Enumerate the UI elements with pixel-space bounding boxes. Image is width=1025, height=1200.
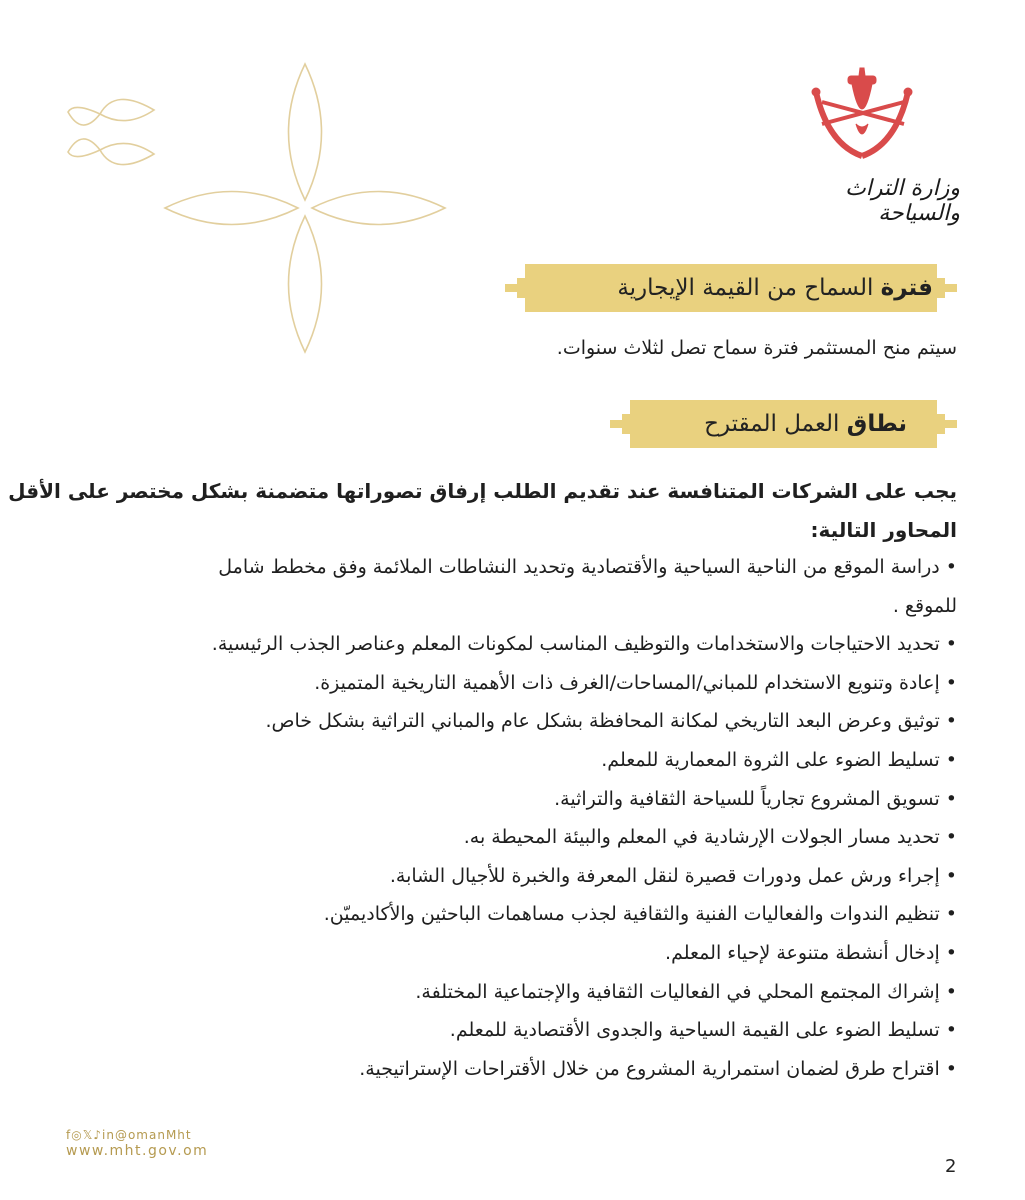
list-item: [50, 548, 957, 587]
website-link[interactable]: www.mht.gov.om: [66, 1143, 209, 1159]
section-title-1: [617, 264, 933, 312]
section-title-1-rest: السماح من القيمة الإيجارية: [617, 275, 881, 301]
bullet-icon: •: [945, 787, 957, 810]
list-item: [50, 1011, 957, 1050]
list-item-text: تسليط الضوء على القيمة السياحية والجدوى الأقتصادية للمعلم.: [449, 1019, 940, 1042]
list-item: [50, 973, 957, 1012]
list-item: [50, 702, 957, 741]
bullet-icon: •: [945, 903, 957, 926]
bullet-icon: •: [945, 941, 957, 964]
bullet-icon: •: [945, 1019, 957, 1042]
section-title-banner-2: [610, 400, 957, 448]
list-item-continuation: [50, 587, 957, 626]
list-item: [50, 741, 957, 780]
list-item: [50, 625, 957, 664]
proposed-scope-list: [50, 548, 957, 1088]
list-item-text: للموقع .: [892, 594, 957, 617]
list-item: [50, 895, 957, 934]
bullet-icon: •: [945, 671, 957, 694]
section-2-lead: [8, 472, 957, 550]
list-item-text: إجراء ورش عمل ودورات قصيرة لنقل المعرفة والخبرة للأجيال الشابة.: [389, 864, 940, 887]
list-item: [50, 934, 957, 973]
bullet-icon: •: [945, 710, 957, 733]
bullet-icon: •: [945, 980, 957, 1003]
list-item: [50, 1050, 957, 1089]
list-item: [50, 818, 957, 857]
list-item-text: تسليط الضوء على الثروة المعمارية للمعلم.: [601, 748, 940, 771]
list-item-text: تنظيم الندوات والفعاليات الفنية والثقافية لجذب مساهمات الباحثين والأكاديميّن.: [323, 903, 940, 926]
bullet-icon: •: [945, 864, 957, 887]
oman-emblem-logo: [808, 64, 918, 164]
bullet-icon: •: [945, 748, 957, 771]
section-1-body: سيتم منح المستثمر فترة سماح تصل لثلاث سنوات.: [556, 337, 957, 359]
section-title-2-rest: العمل المقترح: [704, 411, 847, 437]
section-title-1-bold: فترة: [880, 275, 933, 301]
lead-line-2: المحاور التالية:: [810, 518, 957, 542]
list-item: [50, 780, 957, 819]
list-item-text: تسويق المشروع تجارياً للسياحة الثقافية والتراثية.: [554, 787, 940, 810]
floral-ornament-icon: [60, 62, 455, 357]
section-title-banner-1: [505, 264, 957, 312]
bullet-icon: •: [945, 556, 957, 578]
bullet-icon: •: [945, 633, 957, 656]
list-item-text: إعادة وتنويع الاستخدام للمباني/المساحات/الغرف ذات الأهمية التاريخية المتميزة.: [314, 671, 940, 694]
section-title-2-bold: نطاق: [846, 411, 907, 437]
page-number: 2: [945, 1156, 957, 1177]
list-item-text: تحديد مسار الجولات الإرشادية في المعلم والبيئة المحيطة به.: [463, 826, 940, 849]
list-item-text: إشراك المجتمع المحلي في الفعاليات الثقافية والإجتماعية المختلفة.: [415, 980, 940, 1003]
bullet-icon: •: [945, 1057, 957, 1080]
list-item: [50, 664, 957, 703]
list-item-text: دراسة الموقع من الناحية السياحية والأقتصادية وتحديد النشاطات الملائمة وفق مخطط شامل: [218, 556, 940, 578]
bullet-icon: •: [945, 826, 957, 849]
list-item-text: إدخال أنشطة متنوعة لإحياء المعلم.: [665, 941, 940, 964]
list-item-text: اقتراح طرق لضمان استمرارية المشروع من خلال الأقتراحات الإستراتيجية.: [359, 1057, 940, 1080]
section-title-2: [704, 400, 907, 448]
list-item: [50, 857, 957, 896]
list-item-text: توثيق وعرض البعد التاريخي لمكانة المحافظة بشكل عام والمباني التراثية بشكل خاص.: [265, 710, 940, 733]
list-item-text: تحديد الاحتياجات والاستخدامات والتوظيف المناسب لمكونات المعلم وعناصر الجذب الرئيسية.: [211, 633, 940, 656]
social-handle: f◎𝕏♪in@omanMht: [66, 1128, 192, 1142]
ministry-name-logo: وزارة التراث والسياحة: [845, 176, 960, 226]
lead-line-1: يجب على الشركات المتنافسة عند تقديم الطلب إرفاق تصوراتها متضمنة بشكل مختصر على الأقل: [8, 479, 957, 503]
